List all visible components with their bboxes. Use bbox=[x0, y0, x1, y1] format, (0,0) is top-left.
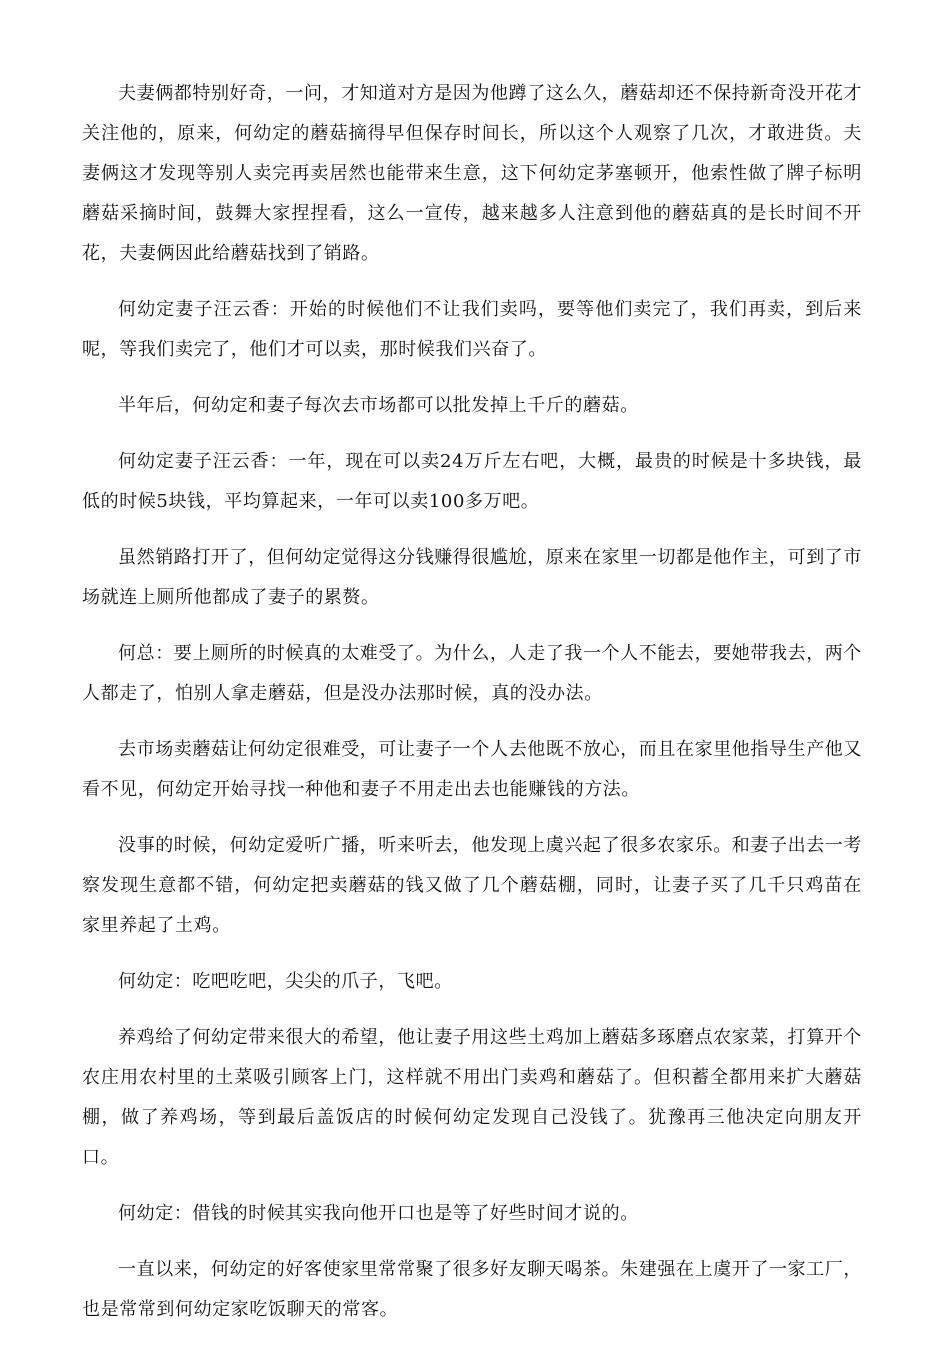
paragraph: 何幼定妻子汪云香：开始的时候他们不让我们卖吗，要等他们卖完了，我们再卖，到后来呢，等我们卖完了，他们才可以卖，那时候我们兴奋了。 bbox=[82, 299, 862, 360]
paragraph: 何幼定妻子汪云香：一年，现在可以卖24万斤左右吧，大概，最贵的时候是十多块钱，最低的时候5块钱，平均算起来，一年可以卖100多万吧。 bbox=[82, 451, 862, 512]
paragraph: 一直以来，何幼定的好客使家里常常聚了很多好友聊天喝茶。朱建强在上虞开了一家工厂，也是常常到何幼定家吃饭聊天的常客。 bbox=[82, 1259, 862, 1320]
paragraph: 虽然销路打开了，但何幼定觉得这分钱赚得很尴尬，原来在家里一切都是他作主，可到了市场就连上厕所他都成了妻子的累赘。 bbox=[82, 547, 862, 608]
paragraph: 养鸡给了何幼定带来很大的希望，他让妻子用这些土鸡加上蘑菇多琢磨点农家菜，打算开个农庄用农村里的土菜吸引顾客上门，这样就不用出门卖鸡和蘑菇了。但积蓄全都用来扩大蘑菇棚，做了养鸡场，等到最后盖饭店的时候何幼定发现自己没钱了。犹豫再三他决定向朋友开口。 bbox=[82, 1027, 862, 1168]
paragraph: 何幼定：借钱的时候其实我向他开口也是等了好些时间才说的。 bbox=[118, 1203, 639, 1224]
document-body bbox=[82, 74, 862, 1346]
paragraph: 去市场卖蘑菇让何幼定很难受，可让妻子一个人去他既不放心，而且在家里他指导生产他又看不见，何幼定开始寻找一种他和妻子不用走出去也能赚钱的方法。 bbox=[82, 739, 862, 800]
paragraph: 夫妻俩都特别好奇，一问，才知道对方是因为他蹲了这么久，蘑菇却还不保持新奇没开花才关注他的，原来，何幼定的蘑菇摘得早但保存时间长，所以这个人观察了几次，才敢进货。夫妻俩这才发现等别人卖完再卖居然也能带来生意，这下何幼定茅塞顿开，他索性做了牌子标明蘑菇采摘时间，鼓舞大家捏捏看，这么一宣传，越来越多人注意到他的蘑菇真的是长时间不开花，夫妻俩因此给蘑菇找到了销路。 bbox=[82, 83, 862, 264]
paragraph: 何总：要上厕所的时候真的太难受了。为什么，人走了我一个人不能去，要她带我去，两个人都走了，怕别人拿走蘑菇，但是没办法那时候，真的没办法。 bbox=[82, 643, 862, 704]
paragraph: 何幼定：吃吧吃吧，尖尖的爪子，飞吧。 bbox=[118, 971, 453, 992]
paragraph: 半年后，何幼定和妻子每次去市场都可以批发掉上千斤的蘑菇。 bbox=[118, 395, 639, 416]
paragraph: 没事的时候，何幼定爱听广播，听来听去，他发现上虞兴起了很多农家乐。和妻子出去一考察发现生意都不错，何幼定把卖蘑菇的钱又做了几个蘑菇棚，同时，让妻子买了几千只鸡苗在家里养起了土鸡。 bbox=[82, 835, 862, 936]
